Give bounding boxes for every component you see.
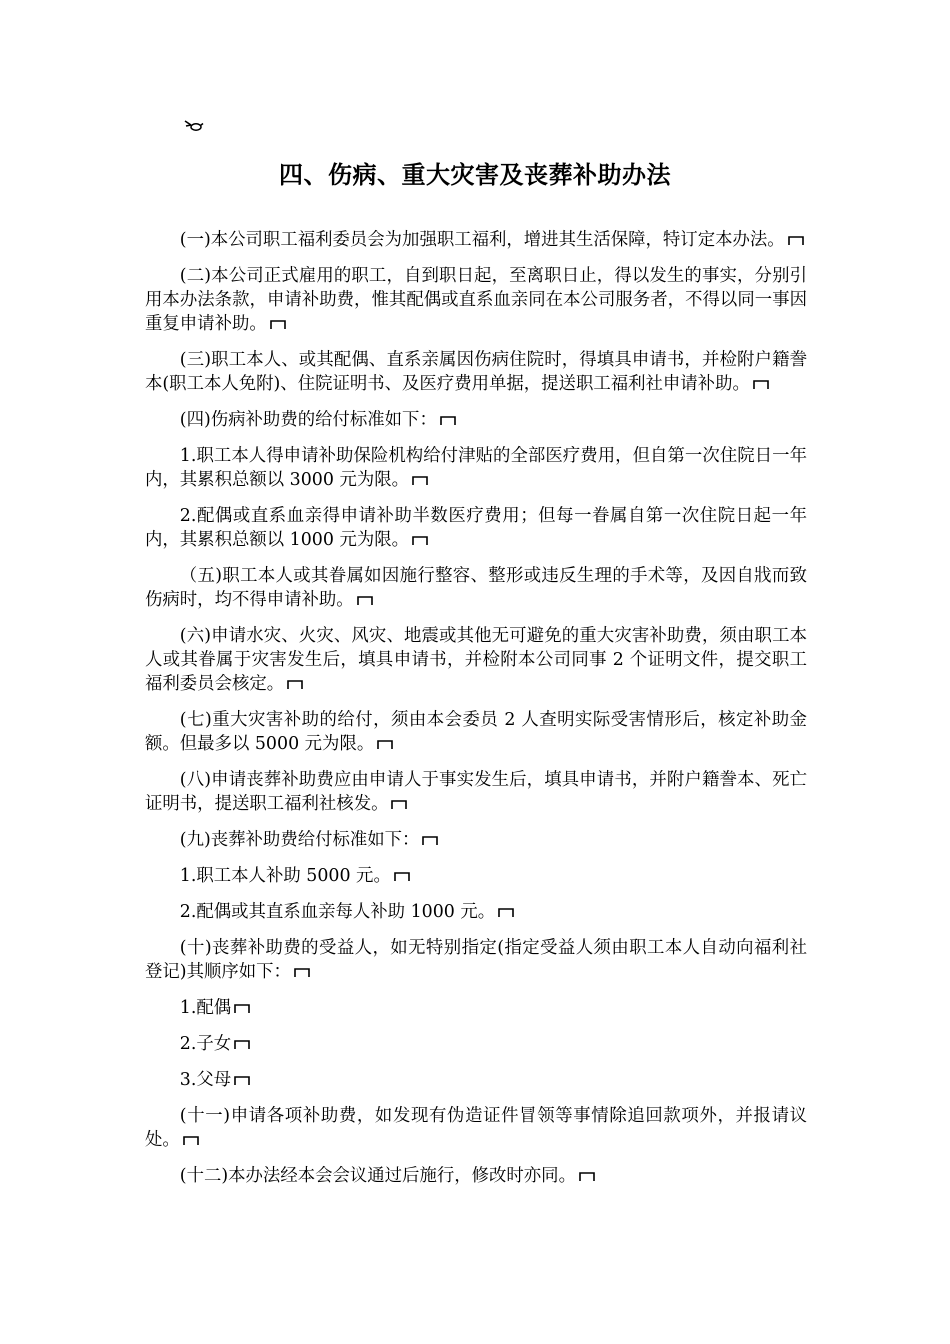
paragraph-mark-icon [422, 833, 438, 847]
paragraph-16: 2.子女 [145, 1032, 807, 1056]
paragraph-mark-icon [394, 869, 410, 883]
paragraph-15: 1.配偶 [145, 996, 807, 1020]
paragraph-mark-icon [234, 1037, 250, 1051]
paragraph-mark-icon [412, 473, 428, 487]
document-body [145, 228, 807, 1200]
paragraph-mark-icon [270, 317, 286, 331]
paragraph-10: (八)申请丧葬补助费应由申请人于事实发生后，填具申请书，并附户籍誊本、死亡证明书，提送职工福利社核发。 [145, 770, 807, 814]
paragraph-mark-icon [357, 593, 373, 607]
paragraph-mark-icon [440, 413, 456, 427]
paragraph-7: （五)职工本人或其眷属如因施行整容、整形或违反生理的手术等，及因自戕而致伤病时，均不得申请补助。 [145, 566, 807, 610]
paragraph-mark-icon [287, 677, 303, 691]
paragraph-11: (九)丧葬补助费给付标准如下： [145, 828, 807, 852]
paragraph-mark-icon [788, 233, 804, 247]
paragraph-mark-icon [183, 1133, 199, 1147]
paragraph-18: (十一)申请各项补助费，如发现有伪造证件冒领等事情除追回款项外，并报请议处。 [145, 1106, 807, 1150]
paragraph-8: (六)申请水灾、火灾、风灾、地震或其他无可避免的重大灾害补助费，须由职工本人或其眷属于灾害发生后，填具申请书，并检附本公司同事 2 个证明文件，提交职工福利委员会核定。 [145, 626, 807, 694]
paragraph-17: 3.父母 [145, 1068, 807, 1092]
paragraph-6: 2.配偶或直系血亲得申请补助半数医疗费用；但每一眷属自第一次住院日起一年内，其累积总额以 1000 元为限。 [145, 506, 807, 550]
paragraph-mark-icon [412, 533, 428, 547]
paragraph-mark-icon [294, 965, 310, 979]
paragraph-1: (一)本公司职工福利委员会为加强职工福利，增进其生活保障，特订定本办法。 [145, 228, 807, 252]
paragraph-mark-icon [498, 905, 514, 919]
paragraph-mark-icon [234, 1001, 250, 1015]
anchor-icon [183, 117, 205, 135]
paragraph-2: (二)本公司正式雇用的职工，自到职日起，至离职日止，得以发生的事实，分别引用本办法条款，申请补助费，惟其配偶或直系血亲同在本公司服务者，不得以同一事因重复申请补助。 [145, 266, 807, 334]
paragraph-mark-icon [753, 377, 769, 391]
paragraph-13: 2.配偶或其直系血亲每人补助 1000 元。 [145, 900, 807, 924]
paragraph-mark-icon [579, 1169, 595, 1183]
paragraph-14: (十)丧葬补助费的受益人，如无特别指定(指定受益人须由职工本人自动向福利社登记)其顺序如下： [145, 938, 807, 982]
paragraph-mark-icon [391, 797, 407, 811]
paragraph-mark-icon [377, 737, 393, 751]
paragraph-4: (四)伤病补助费的给付标准如下： [145, 408, 807, 432]
paragraph-5: 1.职工本人得申请补助保险机构给付津贴的全部医疗费用，但自第一次住院日一年内，其累积总额以 3000 元为限。 [145, 446, 807, 490]
paragraph-3: (三)职工本人、或其配偶、直系亲属因伤病住院时，得填具申请书，并检附户籍誊本(职工本人免附)、住院证明书、及医疗费用单据，提送职工福利社申请补助。 [145, 350, 807, 394]
document-title: 四、伤病、重大灾害及丧葬补助办法 [279, 160, 671, 189]
paragraph-mark-icon [234, 1073, 250, 1087]
paragraph-19: (十二)本办法经本会会议通过后施行，修改时亦同。 [145, 1164, 807, 1188]
paragraph-9: (七)重大灾害补助的给付，须由本会委员 2 人查明实际受害情形后，核定补助金额。但最多以 5000 元为限。 [145, 710, 807, 754]
paragraph-12: 1.职工本人补助 5000 元。 [145, 864, 807, 888]
